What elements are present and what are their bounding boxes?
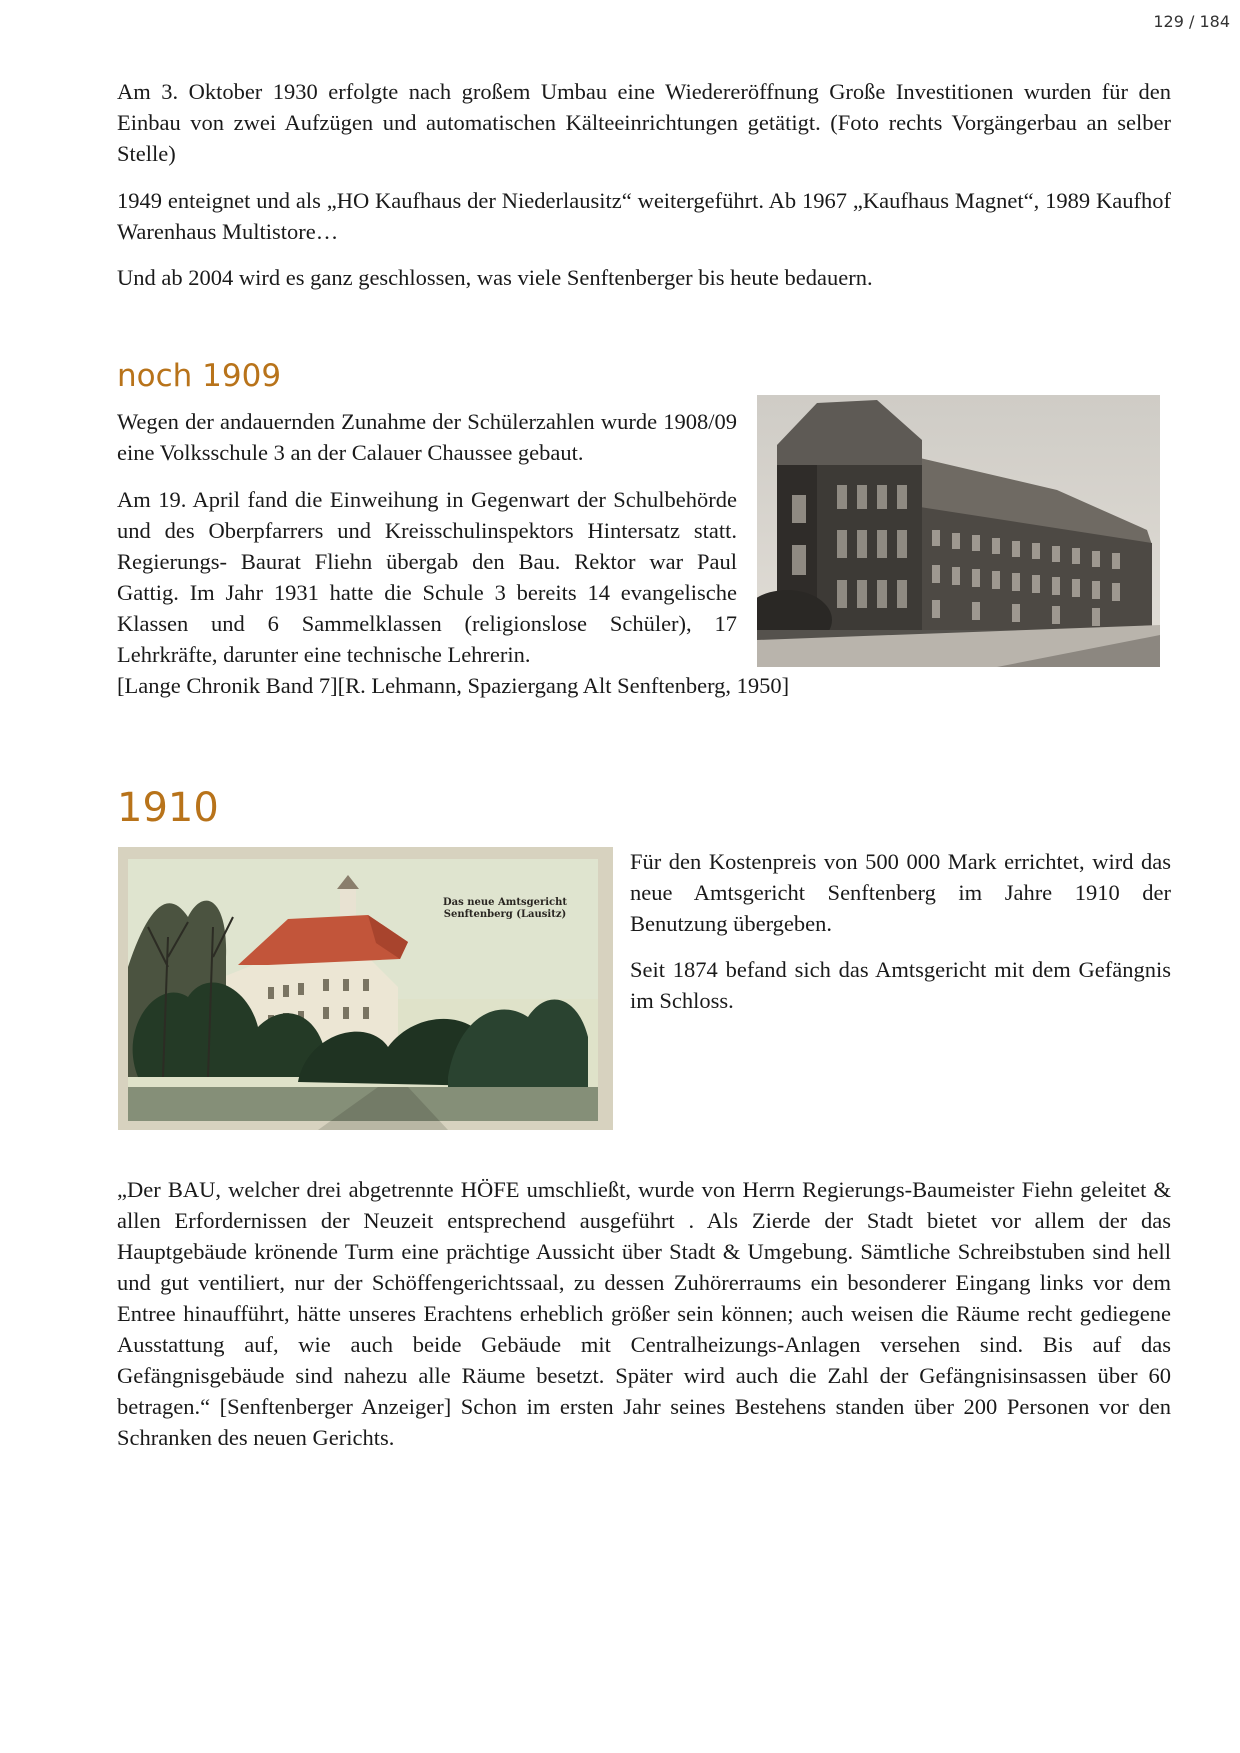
intro-paragraph-1: Am 3. Oktober 1930 erfolgte nach großem Umbau eine Wiedereröffnung Große Investitionen wurden für den Einbau von zwei Aufzügen und automatischen Kälteeinrichtungen getätigt. (Foto rechts Vorgängerbau an selber Stelle): [117, 79, 1171, 166]
postcard-caption: [430, 897, 580, 921]
postcard-caption-line-1: Das neue Amtsgericht: [443, 897, 567, 908]
court-paragraph-2: Seit 1874 befand sich das Amtsgericht mit dem Gefängnis im Schloss.: [630, 957, 1171, 1013]
section-heading-1909: noch 1909: [117, 358, 282, 394]
school-photo: [757, 395, 1160, 667]
courthouse-postcard: [118, 847, 613, 1130]
page-number: 129 / 184: [1153, 12, 1230, 31]
newspaper-quote: „Der BAU, welcher drei abgetrennte HÖFE umschließt, wurde von Herrn Regierungs-Baumeister Fiehn geleitet & allen Erfordernissen der Neuzeit entsprechend ausgeführt . Als Zierde der Stadt bietet vor allem der das Hauptgebäude krönende Turm eine prächtige Aussicht über Stadt & Umgebung. Sämtliche Schreibstuben sind hell und gut ventiliert, nur der Schöffengerichtssaal, zu dessen Zuhörerraums ein besonderer Eingang links vor dem Entree hinaufführt, hätte unseres Erachtens erheblich größer sein können; auch weisen die Räume recht gediegene Ausstattung auf, wie auch beide Gebäude mit Centralheizungs-Anlagen versehen sind. Bis auf das Gefängnisgebäude sind nahezu alle Räume besetzt. Später wird auch die Zahl der Gefängnisinsassen über 60 betragen.“ [Senftenberger Anzeiger] Schon im ersten Jahr seines Bestehens standen über 200 Personen vor den Schranken des neuen Gerichts.: [117, 1177, 1171, 1450]
intro-paragraph-2: 1949 enteignet und als „HO Kaufhaus der Niederlausitz“ weitergeführt. Ab 1967 „Kaufhaus Magnet“, 1989 Kaufhof Warenhaus Multistore…: [117, 188, 1171, 244]
postcard-caption-line-2: Senftenberg (Lausitz): [443, 909, 567, 920]
school-source: [Lange Chronik Band 7][R. Lehmann, Spaziergang Alt Senftenberg, 1950]: [117, 673, 790, 698]
court-paragraph-1: Für den Kostenpreis von 500 000 Mark errichtet, wird das neue Amtsgericht Senftenberg im Jahre 1910 der Benutzung übergeben.: [630, 849, 1171, 936]
intro-paragraph-3: Und ab 2004 wird es ganz geschlossen, was viele Senftenberger bis heute bedauern.: [117, 265, 873, 290]
school-paragraph-2: Am 19. April fand die Einweihung in Gegenwart der Schulbehörde und des Oberpfarrers und Kreisschulinspektors Hintersatz statt. Regierungs- Baurat Fliehn übergab den Bau. Rektor war Paul Gattig. Im Jahr 1931 hatte die Schule 3 bereits 14 evangelische Klassen und 6 Sammelklassen (religionslose Schüler), 17 Lehrkräfte, darunter eine technische Lehrerin.: [117, 487, 737, 667]
school-paragraph-1: Wegen der andauernden Zunahme der Schülerzahlen wurde 1908/09 eine Volksschule 3 an der Calauer Chaussee gebaut.: [117, 409, 737, 465]
section-heading-1910: 1910: [117, 785, 219, 831]
